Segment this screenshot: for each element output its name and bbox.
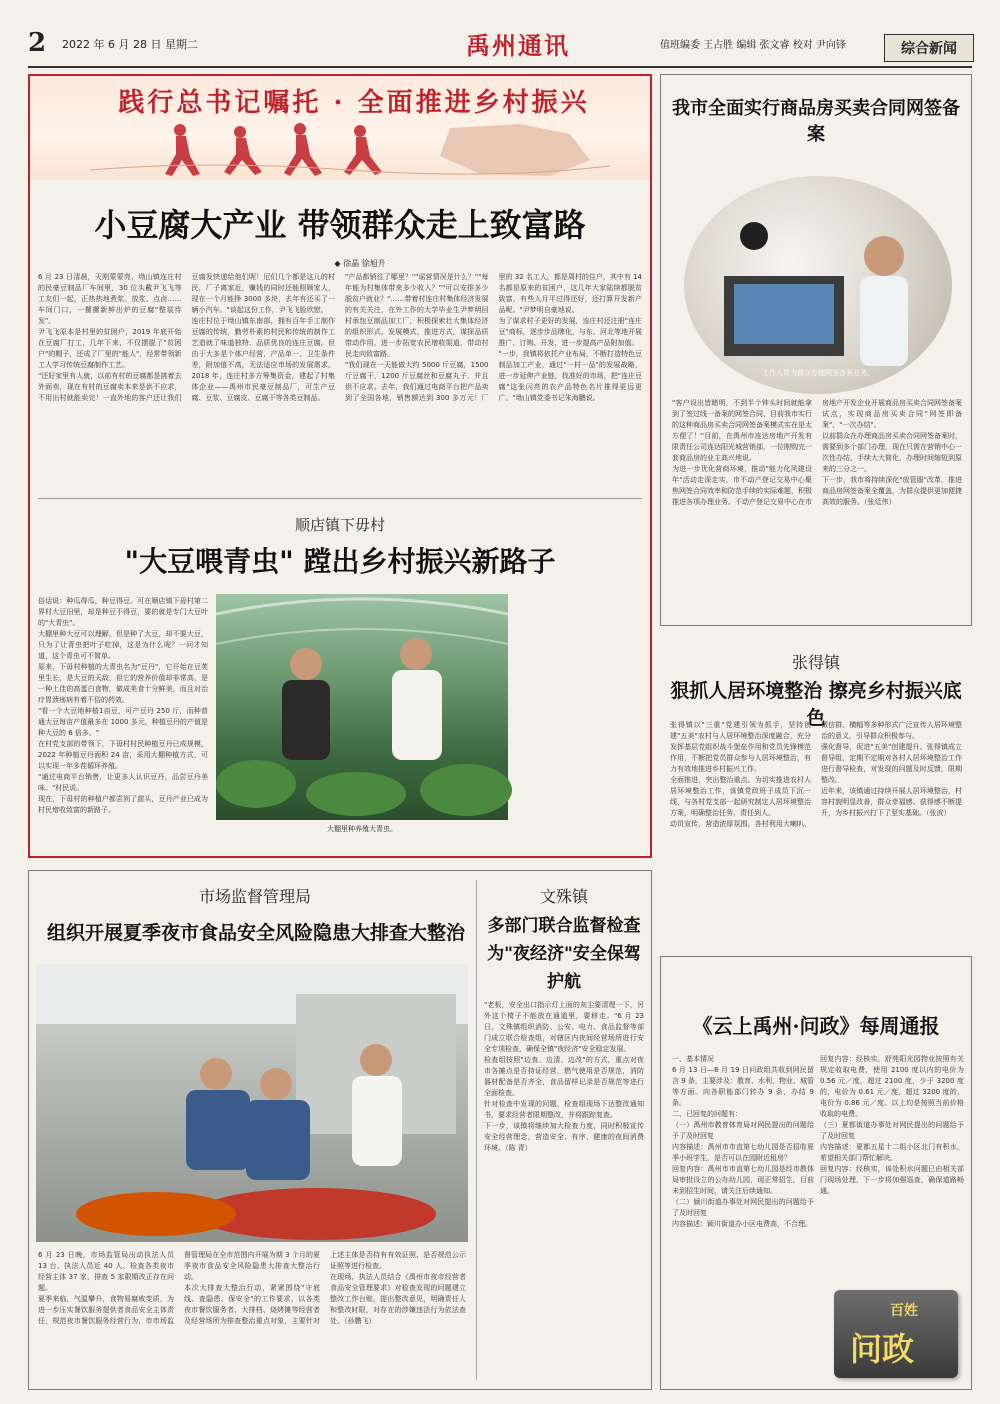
article4-body: 张得镇以"三重"党建引领为抓手，坚持创建"五美"农村与人居环境整治深度融合，充分发挥基层党组织战斗堡垒作用和党员先锋模范作用，不断把党员群众参与人居环境整治，有力有效地推进乡村振兴工作。 全面推进，突出整治重点。为切实推进农村人居环境整治工作，该镇党政班子成员下沉一线，与各村党支部一起研究制定人居环境整治方案，明确整治任务，责任到人。 动员宣传，营造浓厚氛围。各村利用大喇叭、微信群、横幅等多种形式广泛宣传人居环境整治的意义，引导群众积极参与。 强化督导，促进"五美"创建提升。张得镇成立督导组，定期不定期对各村人居环境整治工作进行督导检查，对发现的问题及时反馈，限期整改。 近年来，该镇通过持续开展人居环境整治，村容村貌明显改善，群众幸福感、获得感不断提升，为乡村振兴打下了坚实基础。（张波） — [670, 721, 962, 828]
article3-photo — [684, 176, 952, 394]
article5-kicker: 市场监督管理局 — [198, 887, 311, 906]
article1-byline-text: 徐晶 徐旭升 — [343, 259, 386, 268]
kitchen-inspection-scene — [36, 964, 468, 1242]
editors-line: 值班编委 王占胜 编辑 张文睿 校对 尹向锋 — [660, 40, 846, 51]
article7-headline: 《云上禹州·问政》每周通报 — [692, 1014, 940, 1038]
article2-body-left: 俗话说：种瓜得瓜，种豆得豆。可在顺店镇下毋村第二界村大豆田里，却是种豆不得豆，要的就是专门大豆叶的"大青虫"。 大棚里种大豆可以理解，但是种了大豆，却不要大豆，只为了让青虫把叶子吃掉，这是为什么呢？一问才知道，这个青虫可不简单。 原来，下毋村种植的大青虫名为"豆丹"，它开始在豆荚里生长，是大豆的天敌，但它的营养价值却非常高，是一种上佳的高蛋白食物，做成美食十分鲜美，而且对治疗胃溃疡病有着不俗的药效。 "看一个大豆地种植1亩豆，可产豆丹 250 斤，而种普通大豆每亩产值最多在 1000 多元，种植豆丹的产值是种大豆的 6 倍多。" 在村党支部的带领下，下毋村村民种植豆丹已成规模，2022 年种植豆丹面积 24 亩，采用大棚种植方式，可以实现一年多茬循环养殖。 "通过电商平台销售，让更多人认识豆丹，品尝豆丹美味。"村民说。 现在，下毋村的种植户都尝到了甜头，豆丹产业已成为村民增收致富的新路子。 — [38, 597, 208, 814]
issue-date: 2022 年 6 月 28 日 星期二 — [62, 38, 198, 51]
banner-slogan: 践行总书记嘱托 · 全面推进乡村振兴 — [118, 88, 590, 118]
article6-headline: 多部门联合监督检查为"夜经济"安全保驾护航 — [487, 916, 641, 992]
wenzheng-badge — [834, 1290, 958, 1378]
article5-body: 6 月 23 日晚，市场监管局出动执法人员 13 台、执法人员近 40 人，检查各类夜市经营主体 37 家，排查 5 家限期改正存在问题。 夏季来临，气温攀升，食物易腐败变质，为进一步压实餐饮服务提供者食品安全主体责任，规范夜市餐饮服务经营行为，市市场监督管理局在全市范围内开展为期 3 个月的夏季夜市食品安全风险隐患大排查大整治行动。 本次大排查大整治行动，紧紧围绕"守底线、查隐患、保安全"的工作要求，以各类夜市餐饮服务者、大排档、烧烤摊等经营者及经营场所为排查整治重点对象，主要针对上述主体是否持有有效证照、是否规范公示证照等进行检查。 在现场，执法人员结合《禹州市夜市经营者食品安全管理要求》对检查发现的问题建立整改工作台账，提出整改意见，明确责任人和整改时限，对存在的涉嫌违法行为依法查处。（孙鹏飞） — [38, 1251, 466, 1325]
column-divider — [476, 880, 477, 1380]
article3-headline: 我市全面实行商品房买卖合同网签备案 — [672, 98, 960, 145]
article5-headline: 组织开展夏季夜市食品安全风险隐患大排查大整治 — [46, 922, 465, 944]
article7-col2: 回复内容：经核实，舒苑阳光园物业按照有关规定收取电费，使用 2100 度以内的电价为 0.56 元／度，超过 2100 度，少于 3200 度的，电价为 0.61 元／度，超过 3200 度的，电价为 0.86 元／度。以上均是按照当前价格收取的电费。 （三）夏都街道办事处对网民提出的问题给予了及时回复 内容描述：夏都五星十二组小区北门有积水，希望相关部门帮忙解决。 回复内容：经核实，该处积水问题已由相关部门现场处理，下一步将加强巡查，确保道路畅通。 — [820, 1055, 964, 1195]
greenhouse-scene — [216, 594, 508, 820]
article7-col1: 一、基本情况 6 月 13 日—6 月 19 日问政组共收到网民留言 9 条，主要涉及：教育、水利、物业、城管等方面。向各职能部门转办 9 条，办结 9 条。 二、已回复的问题有： （一）禹州市教育体育局对网民提出的问题给予了及时回复 内容描述：禹州市市直第七幼儿园是否招收夏季小班学生，是否可以在园附近租房？ 回复内容：禹州市市直第七幼儿园是经市教体局审批设立的公办幼儿园，现正常招生，目前未到招生时间，请关注后续通知。 （二）颍川街道办事处对网民提出的问题给予了及时回复 内容描述：颍川街道办小区电费高，不合理。 — [672, 1055, 814, 1228]
article4-kicker: 张得镇 — [791, 653, 840, 672]
article1-body: 6 月 23 日清晨，天刚蒙蒙亮，坳山镇连庄村的民豪豆制品厂车间里，30 位头戴尹飞飞等工友们一起，正热热地煮浆、放浆、点卤……车间门口，一摞摞新鲜出炉的豆腐"整装待发"。 尹飞飞原本是村里的贫困户，2019 年底开始在豆腐厂打工，几年下来，不仅摆脱了"贫困户"的帽子，还成了厂里的"能人"，经常带领新工人学习传统豆腐制作工艺。 "还好家里有人就，以前有村的豆腐都是挑着去外面卖，现在有村的豆腐卖本来是供不应求，不用出村就能卖完！一直外地的客户还让我们豆腐发快递给他们呢！尼们几个都是这儿的村民，厂子离家近，赚钱的同时还能照顾家人，现在一个月能挣 3000 多块，去年有还买了一辆小汽车。"谈起这份工作，尹飞飞脸欣慰。 连庄村位于坳山镇东南部，拥有百年手工制作豆腐的传统，勤劳朴素的村民和传统的制作工艺造就了味道独特、品质优良的连庄豆腐。但由于大多是个体户经营，产品单一、卫生条件差，附加值不高，无法适应市场的发展需求。2018 年，连庄村多方筹集资金，建起了村集体企业——禹州市民豪豆制品厂，可生产豆腐、豆浆、豆腐皮、豆腐干等各类豆制品。 "产品都销往了哪里？""谣营情况是什么？""每年能为村集体带来多少收入？""可以安排多少脱贫户就业？"……带着村连庄村集体经济发展的有关关注，在外工作的大学毕业生尹梦明回村承包豆制品加工厂，积极探索壮大集体经济的组织形式，发展模式，推进方式，谋探品质带动作用，进一步拓宽农民增收渠道，带动村民走向致富路。 "我们现在一天能做大约 5000 斤豆腐，1500 斤豆腐干，1200 斤豆腐丝和豆腐丸子，并且供不应求。去年，我们通过电商平台把产品卖到了全国各地，销售额达到 300 多万元！厂里的 32 名工人，都是周村的住户，其中有 14 名都是原来的贫困户，这几年大家陆续都脱贫致富，有些人月平过得还好，还打算开发新产品呢。"尹梦明自豪地说。 为了谋求村子更好的发展，连庄村还注册"连庄豆"商标，逐步步品牌化，与东、河北等地开展推广、订购、开发，进一步提高产品附加值。 "一步，我镇将依托产业布局，不断打造特色豆制品加工产业，通过"一村一品"的发展战略，进一步延伸产业链，找准好的市场，把"连庄豆腐"这张闪亮的农产品特色名片推得更远更广。"坳山镇党委书记朱海鹏说。 — [38, 273, 642, 402]
article2-body-right — [514, 596, 644, 848]
article4-headline: 狠抓人居环境整治 擦亮乡村振兴底色 — [670, 680, 962, 729]
newspaper-logo: 禹州通讯 — [466, 31, 570, 60]
article2-photo-caption: 大棚里种养殖大青虫。 — [327, 825, 397, 833]
byline-icon: ◆ — [334, 259, 344, 268]
page-number: 2 — [28, 28, 47, 58]
header-rule — [28, 66, 972, 68]
wenzheng-badge-bottom: 问政 — [850, 1330, 915, 1368]
office-scene — [684, 176, 952, 394]
divider — [38, 498, 642, 499]
article2-headline: "大豆喂青虫" 蹚出乡村振兴新路子 — [124, 545, 556, 578]
article2-photo — [216, 594, 508, 820]
banner — [30, 76, 650, 180]
article6-body: "老板，安全出口指示灯上面的灰尘要清理一下，另外这个椅子不能放在通道里，要移走。"6 月 23 日，文殊镇组织消防、公安、电力、食品监督等部门成立联合检查组，对辖区内夜间经营场所进行安全专项检查，确保全镇"夜经济"安全稳定发展。 检查组按照"边查、边清、边改"的方式，重点对夜市各摊点是否持证经营，燃气使用是否规范，消防器材配备是否齐全，食品留样记录是否规范等进行全面检查。 针对检查中发现的问题，检查组现场下达整改通知书，要求经营者限期整改，并将跟踪复查。 下一步，该镇将继续加大检查力度，同时积极宣传安全经营理念，营造安全、有序、健康的夜间消费环境。（陈 青） — [484, 1001, 644, 1152]
article3-photo-caption: 工作人员为群众办理网签备案业务。 — [762, 369, 874, 377]
article5-photo — [36, 964, 468, 1242]
article1-byline — [300, 258, 420, 269]
wenzheng-badge-top: 百姓 — [890, 1303, 918, 1319]
article3-body: "客户设出皆睹明，不到半个钟头时间就能拿到了签过线一备案的网签合同，目前我市实行的这种商品房买卖合同网签备案模式实在是太方便了！"目前，在禹州市连达房地产开发有限责任公司连达阳光城营销部，一位刚购完一套商品房的业主高兴地说。 为进一步优化营商环境，推动"能力化风建设年"活动走深走实，市不动产登记交易中心聚焦网签合同效率和防范手续的实际难题，积极推进各项办理业务。不动产登记交易中心在市房地产开发企业开展商品房买卖合同网签备案试点，实现商品房买卖合同"网签即备案"、"一次办结"。 以前群众在办理商品房买卖合同网签备案时，需要到多个部门办理，现在只需在营销中心一次性办结，手续大大简化，办理时间缩短到原来的三分之一。 下一步，我市将持续深化"放管服"改革，推进商品房网签备案全覆盖，为群众提供更加便捷高效的服务。（张廷伟） — [672, 399, 962, 506]
section-label: 综合新闻 — [884, 34, 974, 62]
article6-kicker: 文殊镇 — [539, 887, 588, 906]
runners-illustration — [90, 120, 610, 178]
article2-kicker: 顺店镇下毋村 — [294, 516, 385, 534]
article1-headline: 小豆腐大产业 带领群众走上致富路 — [94, 206, 586, 244]
